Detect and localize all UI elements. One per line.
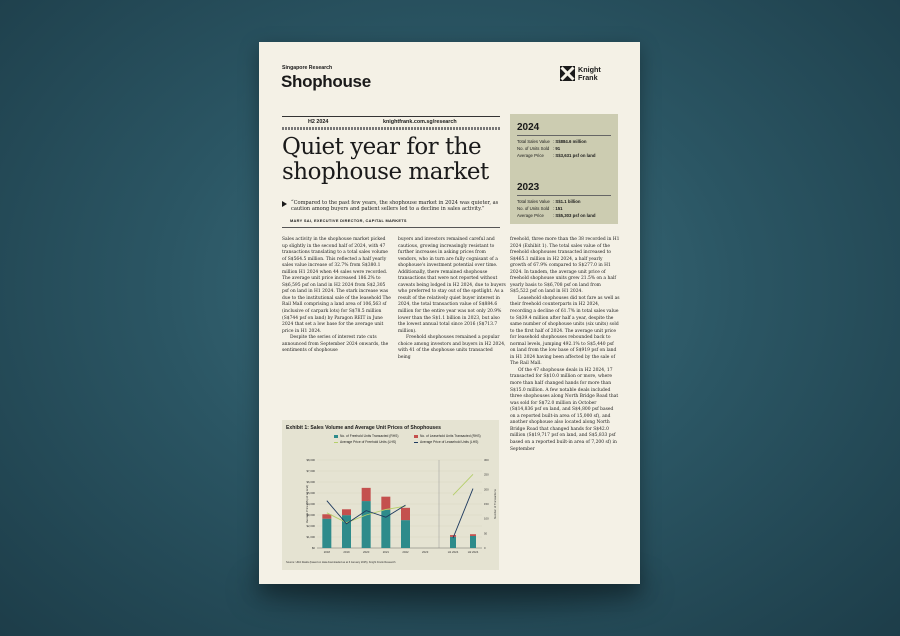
report-kicker: Singapore Research (282, 65, 333, 71)
y-left-tick: $4,000 (306, 502, 315, 506)
stats-row: No. of Units Sold : 151 (517, 206, 563, 211)
y-right-tick: 50 (484, 531, 488, 536)
bar-freehold-units (450, 537, 456, 548)
legend-leasehold-units: No. of Leasehold Units Transacted (RHS) (414, 434, 481, 438)
bar-freehold-units (470, 536, 476, 548)
quote-rule (282, 227, 500, 228)
bar-leasehold-units (401, 508, 410, 520)
stats-row: Total Sales Value : S$884.6 million (517, 139, 587, 144)
bar-freehold-units (362, 501, 371, 548)
logo-line-1: Knight (578, 65, 601, 74)
report-period: H2 2024 (308, 119, 329, 125)
stats-divider (517, 135, 611, 136)
bar-leasehold-units (470, 534, 476, 536)
body-paragraph: Leasehold shophouses did not fare as well as their freehold counterparts in H2 2024, recording a decline of 61.7% in total sales value to S$39.4 million after half a year, despite the same number of shophouse units (six units) sold to the first half of 2024. The average unit price for leasehold shophouses rebounded back to normal levels, jumping 492.1% to S$5,440 psf on land from the low base of S$919 psf on land in H1 2024 having been affected by the sale of The Rail Mall. (510, 295, 620, 367)
report-page (259, 42, 640, 584)
pull-quote (282, 200, 512, 212)
x-tick-label: 2020 (363, 550, 370, 554)
key-stats-box (510, 114, 618, 224)
stats-row: Average Price : S$3,631 psf on land (517, 153, 596, 158)
y-right-tick: 200 (484, 487, 489, 492)
logo-wordmark (578, 66, 601, 81)
stats-year-2024: 2024 (517, 122, 540, 133)
knight-frank-logo (560, 66, 601, 81)
stats-row: No. of Units Sold : 91 (517, 146, 561, 151)
y-left-tick: $0 (311, 546, 315, 550)
y-right-tick: 250 (484, 472, 489, 477)
logo-line-2: Frank (578, 72, 598, 82)
y-left-label: Average Price (S$ psf on land) (305, 484, 309, 524)
y-left-tick: $1,000 (306, 535, 315, 539)
quote-triangle-icon (282, 201, 287, 207)
legend-leasehold-price: Average Price of Leasehold Units (LHS) (414, 440, 478, 444)
y-left-tick: $6,000 (306, 480, 315, 484)
y-right-tick: 100 (484, 516, 489, 521)
header-rule (282, 116, 500, 117)
quote-attribution: MARY SAI, EXECUTIVE DIRECTOR, CAPITAL MARKETS (290, 218, 407, 223)
report-brand: Shophouse (281, 72, 371, 91)
line-leasehold-price (453, 489, 473, 538)
bar-leasehold-units (362, 488, 371, 501)
chart-title: Exhibit 1: Sales Volume and Average Unit Prices of Shophouses (286, 425, 441, 431)
body-paragraph: Sales activity in the shophouse market picked up slightly in the second half of 2024, with 47 transactions translating to a total sales volume of S$564.5 million. This reflected a half yearly sales value increase of 32.7% from S$380.1 million H1 2024 when 44 sales were recorded. The average unit price increased 186.2% to S$6,595 psf on land in H2 2024 from S$2,305 psf on land in H1 2024. The stark increase was due to the institutional sale of the leasehold The Rail Mall comprising a land area of 106,563 sf (inclusive of carpark lots) for S$78.5 million (S$744 psf on land) by Paragon REIT in June 2024 that set a low base for the average unit price in H1 2024. (282, 237, 391, 334)
legend-freehold-units: No. of Freehold Units Transacted (RHS) (334, 434, 398, 438)
quote-text: “Compared to the past few years, the shophouse market in 2024 was quieter, as caution among buyers and patient sellers led to a decline in sales activity.” (291, 200, 499, 213)
exhibit-1-chart (282, 420, 499, 570)
x-tick-label: 2021 (382, 550, 389, 554)
body-paragraph: Freehold shophouses remained a popular choice among investors and buyers in H2 2024, with 41 of the shophouse units transacted being (398, 335, 506, 360)
bar-leasehold-units (381, 497, 390, 510)
x-tick-label: H2 2024 (467, 550, 479, 554)
body-paragraph: buyers and investors remained careful and cautious, growing increasingly resistant to further increases in asking prices from vendors, who in turn are fully cognisant of a shophouse's investment potential over time. Additionally, there remained shophouse transactions that were not reported without caveats being lodged in H2 2024, due to buyers who preferred to stay out of the spotlight. As a result of the relatively quiet buyer interest in 2024, the total transaction value of S$884.6 million for the entire year was not only 20.9% lower than the S$1.1 billion in 2023, but also the lowest annual total since 2016 (S$713.7 million). (398, 237, 506, 334)
body-paragraph: freehold, three more than the 38 recorded in H1 2024 (Exhibit 1). The total sales value of the freehold shophouses transacted increased to S$465.1 million in H2 2024, a half yearly growth of 67.9% compared to S$277.0 in H1 2024. In tandem, the average unit price of freehold shophouse units grew 21.5% on a half yearly basis to S$6,708 psf on land from S$5,522 psf on land in H1 2024. (510, 237, 620, 295)
bar-freehold-units (401, 520, 410, 548)
bar-freehold-units (322, 519, 331, 548)
x-tick-label: 2022 (402, 550, 409, 554)
y-left-tick: $7,000 (306, 469, 315, 473)
y-left-tick: $8,000 (306, 458, 315, 462)
bar-leasehold-units (322, 514, 331, 518)
body-column-3 (510, 237, 620, 453)
chart-plot (282, 420, 499, 560)
knight-frank-mark-icon (560, 66, 575, 81)
x-tick-label: H1 2024 (447, 550, 459, 554)
stats-year-2023: 2023 (517, 182, 540, 193)
dashed-divider (282, 127, 500, 130)
y-left-tick: $5,000 (306, 491, 315, 495)
y-right-tick: 150 (484, 502, 489, 506)
chart-source: Source: URA Realis (based on data downloaded as at 6 January 2025), Knight Frank Research (286, 561, 396, 564)
report-url[interactable]: knightfrank.com.sg/research (383, 119, 457, 125)
x-tick-label: 2023 (422, 550, 429, 554)
y-right-tick: 0 (484, 546, 486, 550)
stats-row: Total Sales Value : S$1.1 billion (517, 199, 581, 204)
stats-row: Average Price : S$5,303 psf on land (517, 213, 596, 218)
line-freehold-price (453, 474, 473, 495)
legend-freehold-price: Average Price of Freehold Units (LHS) (334, 440, 396, 444)
y-right-label: Number of Transactions (493, 489, 497, 519)
body-paragraph: Despite the series of interest rate cuts announced from September 2024 onwards, the sentiments of shophouse (282, 335, 389, 354)
bar-leasehold-units (450, 535, 456, 537)
body-column-2 (398, 237, 506, 361)
y-right-tick: 300 (484, 458, 489, 462)
x-tick-label: 2019 (343, 550, 350, 554)
y-left-tick: $3,000 (306, 513, 315, 517)
x-tick-label: 2018 (323, 550, 330, 554)
body-paragraph: Of the 47 shophouse deals in H2 2024, 17 transacted for S$10.0 million or more, where more than half changed hands for more than S$15.0 million. A few notable deals included three shophouses along North Bridge Road that was sold for S$72.0 million in October (S$14,836 psf on land, and S$4,800 psf based on a reported built-in area of 15,000 sf), and another shophouse also located along North Bridge Road that changed hands for S$42.0 million (S$19,717 psf on land, and S$5,833 psf based on a reported built-in area of 7,200 sf) in September (510, 367, 619, 452)
bar-leasehold-units (342, 509, 351, 515)
y-left-tick: $2,000 (306, 524, 315, 528)
body-column-1 (282, 237, 392, 355)
stats-divider (517, 195, 611, 196)
page-title: Quiet year for the shophouse market (282, 134, 489, 185)
